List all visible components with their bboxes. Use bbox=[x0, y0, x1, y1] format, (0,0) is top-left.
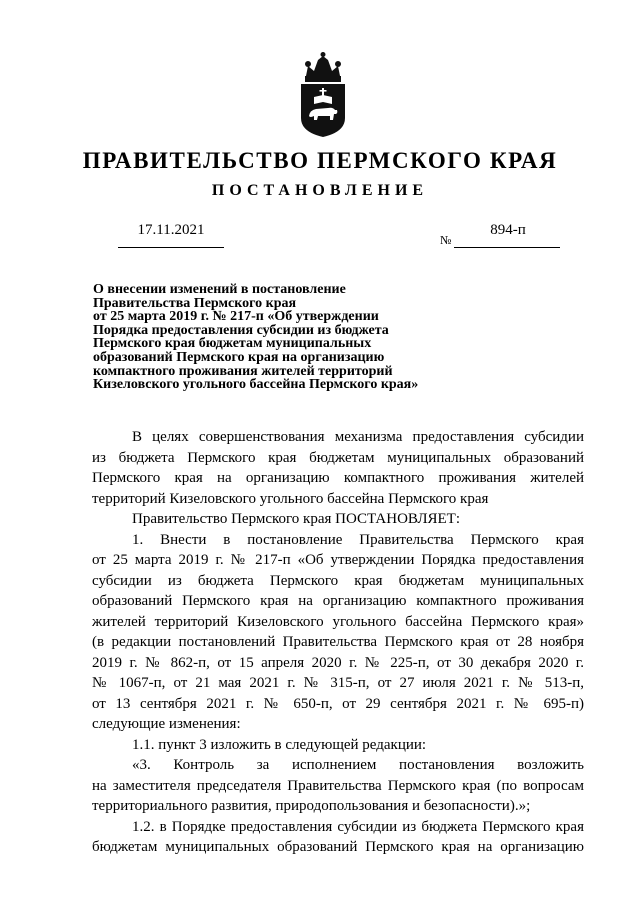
body-line: на заместителя председателя Правительства Пермского края (по вопросам bbox=[92, 777, 584, 794]
body-line: Пермского края на организацию компактного проживания жителей bbox=[92, 470, 584, 486]
paragraph-item-3-quote bbox=[92, 755, 584, 817]
body-line: Правительство Пермского края ПОСТАНОВЛЯЕТ: bbox=[132, 511, 461, 527]
date-field bbox=[118, 222, 224, 248]
body-line: от 13 сентября 2021 г. № 650-п, от 29 сентября 2021 г. № 695-п) bbox=[92, 695, 584, 712]
subject-line: Порядка предоставления субсидии из бюджета bbox=[93, 322, 389, 338]
subject-line: образований Пермского края на организацию bbox=[93, 349, 385, 365]
paragraph-preamble bbox=[92, 427, 584, 509]
body-line: № 1067-п, от 21 мая 2021 г. № 315-п, от 27 июля 2021 г. № 513-п, bbox=[92, 675, 584, 691]
number-sign: № bbox=[440, 233, 452, 247]
subject-line: Кизеловского угольного бассейна Пермского края» bbox=[93, 377, 419, 393]
document-subject bbox=[93, 282, 419, 393]
document-type: ПОСТАНОВЛЕНИЕ bbox=[211, 182, 429, 199]
body-line: В целях совершенствования механизма предоставления субсидии bbox=[132, 429, 584, 445]
number-underline bbox=[454, 247, 560, 248]
body-line: бюджетам муниципальных образований Пермского края на организацию bbox=[92, 839, 584, 855]
body-line: следующие изменения: bbox=[92, 716, 241, 732]
body-line: субсидии из бюджета Пермского края бюджетам муниципальных bbox=[92, 572, 584, 589]
subject-line: О внесении изменений в постановление bbox=[93, 282, 346, 297]
perm-krai-coat-of-arms-icon bbox=[296, 52, 350, 138]
document-body bbox=[92, 427, 584, 858]
paragraph-item-1 bbox=[92, 530, 584, 735]
body-line: 1.2. в Порядке предоставления субсидии из бюджета Пермского края bbox=[132, 818, 584, 835]
subject-line: Правительства Пермского края bbox=[93, 295, 297, 311]
subject-line: Пермского края бюджетам муниципальных bbox=[93, 336, 372, 352]
number-field bbox=[440, 222, 560, 248]
body-line: (в редакции постановлений Правительства Пермского края от 28 ноября bbox=[92, 634, 584, 650]
paragraph-resolves bbox=[92, 509, 584, 530]
paragraph-item-1-1 bbox=[92, 735, 584, 756]
body-line: образований Пермского края на организацию компактного проживания bbox=[92, 593, 584, 609]
body-line: территорий Кизеловского угольного бассейна Пермского края bbox=[92, 490, 489, 507]
body-line: из бюджета Пермского края бюджетам муниципальных образований bbox=[92, 449, 584, 466]
body-line: 1.1. пункт 3 изложить в следующей редакции: bbox=[132, 736, 427, 753]
body-line: 1. Внести в постановление Правительства Пермского края bbox=[132, 531, 584, 548]
body-line: от 25 марта 2019 г. № 217-п «Об утверждении Порядка предоставления bbox=[92, 552, 584, 568]
body-line: 2019 г. № 862-п, от 15 апреля 2020 г. № 225-п, от 30 декабря 2020 г. bbox=[92, 654, 584, 671]
body-line: жителей территорий Кизеловского угольного бассейна Пермского края» bbox=[92, 613, 584, 630]
body-line: территориального развития, природопользования и безопасности).»; bbox=[92, 798, 531, 814]
government-title: ПРАВИТЕЛЬСТВО ПЕРМСКОГО КРАЯ bbox=[82, 148, 558, 173]
subject-line: компактного проживания жителей территорий bbox=[93, 363, 393, 379]
body-line: «3. Контроль за исполнением постановления возложить bbox=[132, 757, 584, 773]
document-date: 17.11.2021 bbox=[137, 222, 205, 238]
document-number: 894-п bbox=[490, 222, 526, 238]
date-underline bbox=[118, 247, 224, 248]
subject-line: от 25 марта 2019 г. № 217-п «Об утверждении bbox=[93, 309, 379, 325]
paragraph-item-1-2 bbox=[92, 817, 584, 858]
